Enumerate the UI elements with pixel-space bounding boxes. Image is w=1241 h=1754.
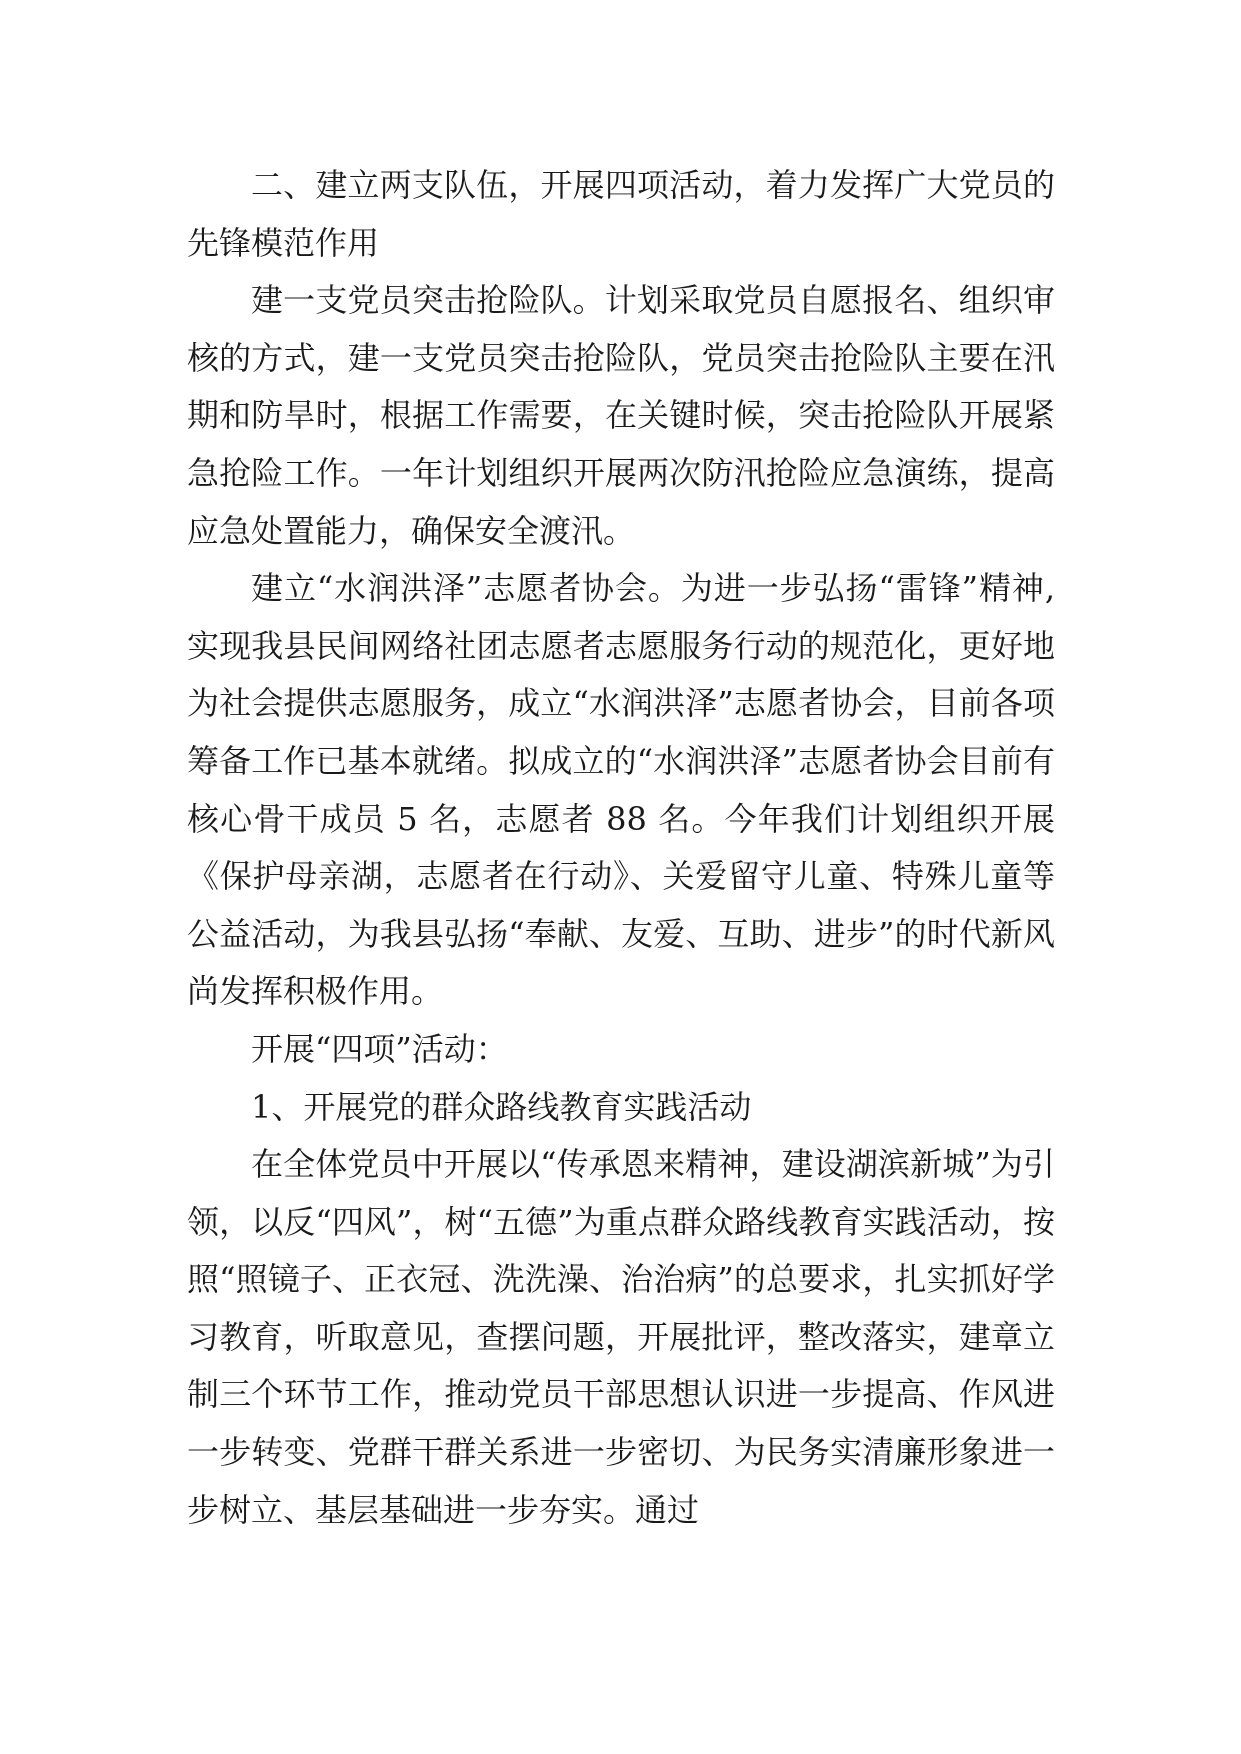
- paragraph-rescue-team: 建一支党员突击抢险队。计划采取党员自愿报名、组织审核的方式，建一支党员突击抢险队，党员突击抢险队主要在汛期和防旱时，根据工作需要，在关键时候，突击抢险队开展紧急抢险工作。一年计划组织开展两次防汛抢险应急演练，提高应急处置能力，确保安全渡汛。: [187, 281, 1055, 550]
- subheading-mass-line-education: 1、开展党的群众路线教育实践活动: [251, 1087, 752, 1126]
- document-page: [187, 157, 1055, 1539]
- paragraph-mass-line-details: 在全体党员中开展以“传承恩来精神，建设湖滨新城”为引领，以反“四风”，树“五德”为重点群众路线教育实践活动，按照“照镜子、正衣冠、洗洗澡、治治病”的总要求，扎实抓好学习教育，听取意见，查摆问题，开展批评，整改落实，建章立制三个环节工作，推动党员干部思想认识进一步提高、作风进一步转变、党群干群关系进一步密切、为民务实清廉形象进一步树立、基层基础进一步夯实。通过: [187, 1145, 1055, 1529]
- paragraph-four-activities: 开展“四项”活动：: [251, 1029, 508, 1068]
- paragraph-volunteer-association: 建立“水润洪泽”志愿者协会。为进一步弘扬“雷锋”精神,实现我县民间网络社团志愿者志愿服务行动的规范化，更好地为社会提供志愿服务，成立“水润洪泽”志愿者协会，目前各项筹备工作已基本就绪。拟成立的“水润洪泽”志愿者协会目前有核心骨干成员 5 名，志愿者 88 名。今年我们计划组织开展《保护母亲湖，志愿者在行动》、关爱留守儿童、特殊儿童等公益活动，为我县弘扬“奉献、友爱、互助、进步”的时代新风尚发挥积极作用。: [187, 569, 1055, 1011]
- section-heading-two-teams: 二、建立两支队伍，开展四项活动，着力发挥广大党员的先锋模范作用: [187, 166, 1055, 262]
